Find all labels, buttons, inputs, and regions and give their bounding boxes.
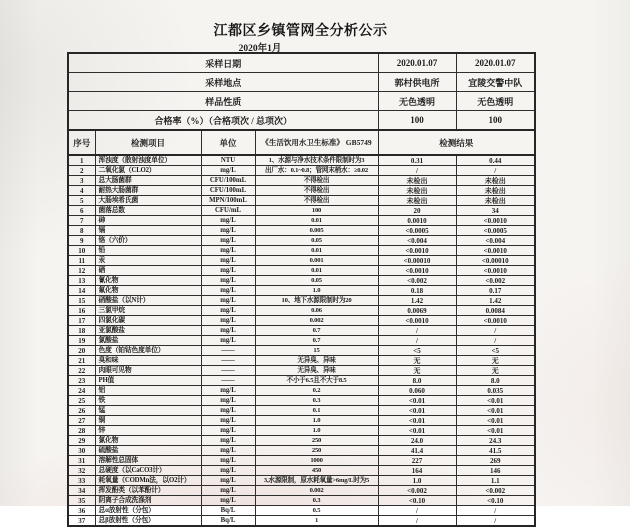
result-sample-2: <0.10 xyxy=(456,496,535,506)
result-sample-2: <0.01 xyxy=(456,416,535,426)
sample-info-section xyxy=(68,53,535,130)
result-sample-2: / xyxy=(456,336,535,346)
table-row xyxy=(68,386,535,396)
result-sample-1: 未检出 xyxy=(378,196,456,206)
row-index: 20 xyxy=(68,346,95,356)
row-index: 10 xyxy=(68,246,95,256)
table-row xyxy=(68,356,535,366)
table-row xyxy=(68,236,535,246)
result-sample-2: 0.17 xyxy=(456,286,535,296)
result-sample-1: 0.060 xyxy=(378,386,456,396)
item-name: 肉眼可见物 xyxy=(95,366,201,376)
result-sample-1: 20 xyxy=(378,206,456,216)
item-unit: mg/L xyxy=(201,226,255,236)
result-sample-2: <0.0010 xyxy=(456,216,535,226)
row-index: 32 xyxy=(68,466,95,476)
result-sample-2: 34 xyxy=(456,206,535,216)
item-unit: mg/L xyxy=(201,276,255,286)
item-unit: mg/L xyxy=(201,216,255,226)
item-unit: mg/L xyxy=(201,306,255,316)
result-sample-1: 1.42 xyxy=(378,296,456,306)
item-unit: —— xyxy=(201,356,255,366)
result-sample-2: 未检出 xyxy=(456,186,535,196)
result-sample-1: <0.002 xyxy=(378,276,456,286)
info-row xyxy=(68,111,535,131)
item-unit: —— xyxy=(201,366,255,376)
result-sample-2: <0.00010 xyxy=(456,256,535,266)
result-sample-1: 227 xyxy=(378,456,456,466)
item-unit: mg/L xyxy=(201,336,255,346)
standard-limit: 0.005 xyxy=(255,226,378,236)
item-name: 铁 xyxy=(95,396,201,406)
row-index: 21 xyxy=(68,356,95,366)
result-sample-1: / xyxy=(378,506,456,516)
table-row xyxy=(68,246,535,256)
standard-limit: 1.0 xyxy=(255,426,378,436)
item-unit: NTU xyxy=(201,155,255,166)
item-name: 浑浊度（散射浊度单位） xyxy=(95,155,201,166)
standard-limit: 不得检出 xyxy=(255,196,378,206)
row-index: 34 xyxy=(68,486,95,496)
item-unit: mg/L xyxy=(201,296,255,306)
col-header-standard: 《生活饮用水卫生标准》 GB5749 xyxy=(255,130,378,155)
table-row xyxy=(68,326,535,336)
result-sample-1: <0.01 xyxy=(378,426,456,436)
result-sample-1: / xyxy=(378,166,456,176)
result-sample-1: / xyxy=(378,326,456,336)
row-index: 37 xyxy=(68,516,95,527)
table-row xyxy=(68,416,535,426)
item-unit: MPN/100mL xyxy=(201,196,255,206)
item-unit: mg/L xyxy=(201,236,255,246)
row-index: 33 xyxy=(68,476,95,486)
item-unit: mg/L xyxy=(201,436,255,446)
standard-limit: 0.1 xyxy=(255,406,378,416)
standard-limit: 250 xyxy=(255,436,378,446)
item-name: 铝 xyxy=(95,386,201,396)
row-index: 4 xyxy=(68,186,95,196)
info-value: 宜陵交警中队 xyxy=(456,73,535,92)
item-unit: Bq/L xyxy=(201,516,255,527)
result-sample-2: 0.44 xyxy=(456,155,535,166)
info-value: 100 xyxy=(456,111,535,131)
info-value: 2020.01.07 xyxy=(456,53,535,73)
table-row xyxy=(68,336,535,346)
item-name: 硫酸盐 xyxy=(95,446,201,456)
table-row xyxy=(68,166,535,176)
standard-limit: 0.002 xyxy=(255,316,378,326)
page-title: 江都区乡镇管网全分析公示 xyxy=(213,24,388,39)
result-sample-2: <0.01 xyxy=(456,406,535,416)
standard-limit: 1.0 xyxy=(255,286,378,296)
table-row xyxy=(68,186,535,196)
item-name: 总β放射性（分包） xyxy=(95,516,201,527)
result-sample-2: 8.0 xyxy=(456,376,535,386)
info-row xyxy=(68,73,535,92)
row-index: 25 xyxy=(68,396,95,406)
item-name: 氟化物 xyxy=(95,286,201,296)
item-name: 亚氯酸盐 xyxy=(95,326,201,336)
standard-limit: 0.2 xyxy=(255,386,378,396)
result-sample-2: 269 xyxy=(456,456,535,466)
item-unit: mg/L xyxy=(201,316,255,326)
result-sample-1: <0.002 xyxy=(378,486,456,496)
item-unit: mg/L xyxy=(201,246,255,256)
result-sample-2: <0.01 xyxy=(456,426,535,436)
result-sample-2: 41.5 xyxy=(456,446,535,456)
standard-limit: 450 xyxy=(255,466,378,476)
info-row xyxy=(68,53,535,73)
info-label: 合格率（%）（合格项次 / 总项次） xyxy=(68,111,378,131)
result-sample-1: <5 xyxy=(378,346,456,356)
info-row xyxy=(68,92,535,111)
standard-limit: 0.01 xyxy=(255,246,378,256)
row-index: 31 xyxy=(68,456,95,466)
table-row xyxy=(68,306,535,316)
item-unit: mg/L xyxy=(201,326,255,336)
standard-limit: 0.7 xyxy=(255,336,378,346)
result-sample-1: <0.004 xyxy=(378,236,456,246)
result-sample-1: <0.0010 xyxy=(378,266,456,276)
item-name: 汞 xyxy=(95,256,201,266)
item-name: 氯化物 xyxy=(95,436,201,446)
result-sample-1: 164 xyxy=(378,466,456,476)
info-value: 2020.01.07 xyxy=(378,53,456,73)
item-name: 四氯化碳 xyxy=(95,316,201,326)
table-row xyxy=(68,446,535,456)
result-sample-1: / xyxy=(378,336,456,346)
standard-limit: 3,水源限制，原水耗氧量>6mg/L时为5 xyxy=(255,476,378,486)
row-index: 22 xyxy=(68,366,95,376)
row-index: 12 xyxy=(68,266,95,276)
result-sample-1: 41.4 xyxy=(378,446,456,456)
result-sample-1: 0.31 xyxy=(378,155,456,166)
result-sample-2: 1.1 xyxy=(456,476,535,486)
result-sample-2: <0.002 xyxy=(456,486,535,496)
row-index: 18 xyxy=(68,326,95,336)
result-sample-1: <0.01 xyxy=(378,406,456,416)
item-unit: mg/L xyxy=(201,396,255,406)
result-sample-1: 8.0 xyxy=(378,376,456,386)
item-name: 挥发酚类（以苯酚计） xyxy=(95,486,201,496)
result-sample-2: <0.0010 xyxy=(456,266,535,276)
standard-limit: 0.002 xyxy=(255,486,378,496)
table-row xyxy=(68,226,535,236)
standard-limit: 不小于6.5且不大于8.5 xyxy=(255,376,378,386)
row-index: 2 xyxy=(68,166,95,176)
column-header-section xyxy=(68,130,535,155)
water-quality-table xyxy=(67,52,536,527)
standard-limit: 出厂水：0.1~0.8；管网末梢水：≥0.02 xyxy=(255,166,378,176)
item-unit: mg/L xyxy=(201,266,255,276)
result-sample-2: 0.0084 xyxy=(456,306,535,316)
table-row xyxy=(68,506,535,516)
item-name: PH值 xyxy=(95,376,201,386)
col-header-index: 序号 xyxy=(68,130,95,155)
table-row xyxy=(68,196,535,206)
standard-limit: 0.3 xyxy=(255,396,378,406)
row-index: 26 xyxy=(68,406,95,416)
row-index: 15 xyxy=(68,296,95,306)
result-sample-1: / xyxy=(378,516,456,527)
standard-limit: 15 xyxy=(255,346,378,356)
results-section xyxy=(68,155,535,526)
item-unit: CFU/100mL xyxy=(201,176,255,186)
standard-limit: 100 xyxy=(255,206,378,216)
row-index: 3 xyxy=(68,176,95,186)
table-row xyxy=(68,266,535,276)
item-name: 镉 xyxy=(95,226,201,236)
standard-limit: 1、水源与净水技术条件限制时为3 xyxy=(255,155,378,166)
info-value: 郭村供电所 xyxy=(378,73,456,92)
table-row xyxy=(68,456,535,466)
row-index: 16 xyxy=(68,306,95,316)
item-unit: mg/L xyxy=(201,466,255,476)
result-sample-1: 0.0010 xyxy=(378,216,456,226)
standard-limit: 0.3 xyxy=(255,496,378,506)
table-row xyxy=(68,476,535,486)
row-index: 17 xyxy=(68,316,95,326)
item-name: 耗氧量（CODMn法，以O2计） xyxy=(95,476,201,486)
info-label: 样品性质 xyxy=(68,92,378,111)
col-header-item: 检测项目 xyxy=(95,130,201,155)
item-unit: mg/L xyxy=(201,486,255,496)
standard-limit: 0.05 xyxy=(255,236,378,246)
item-name: 二氧化氯（CLO2） xyxy=(95,166,201,176)
result-sample-1: <0.10 xyxy=(378,496,456,506)
item-unit: mg/L xyxy=(201,446,255,456)
result-sample-1: 0.0069 xyxy=(378,306,456,316)
table-row xyxy=(68,486,535,496)
item-unit: mg/L xyxy=(201,496,255,506)
item-name: 铜 xyxy=(95,416,201,426)
row-index: 5 xyxy=(68,196,95,206)
table-row xyxy=(68,376,535,386)
table-row xyxy=(68,296,535,306)
table-row xyxy=(68,216,535,226)
item-name: 三氯甲烷 xyxy=(95,306,201,316)
standard-limit: 0.05 xyxy=(255,276,378,286)
result-sample-1: <0.0010 xyxy=(378,246,456,256)
result-sample-1: <0.0010 xyxy=(378,316,456,326)
result-sample-2: <5 xyxy=(456,346,535,356)
table-row xyxy=(68,256,535,266)
row-index: 28 xyxy=(68,426,95,436)
item-name: 硝酸盐（以N计） xyxy=(95,296,201,306)
row-index: 8 xyxy=(68,226,95,236)
item-unit: mg/L xyxy=(201,286,255,296)
result-sample-2: 未检出 xyxy=(456,196,535,206)
row-index: 30 xyxy=(68,446,95,456)
row-index: 36 xyxy=(68,506,95,516)
column-header-row xyxy=(68,130,535,155)
result-sample-1: 24.0 xyxy=(378,436,456,446)
result-sample-1: <0.01 xyxy=(378,416,456,426)
result-sample-1: 未检出 xyxy=(378,176,456,186)
info-label: 采样地点 xyxy=(68,73,378,92)
standard-limit: 10、地下水源限制时为20 xyxy=(255,296,378,306)
item-name: 铬（六价） xyxy=(95,236,201,246)
standard-limit: 不得检出 xyxy=(255,176,378,186)
item-unit: —— xyxy=(201,376,255,386)
page-subtitle: 2020年1月 xyxy=(238,44,282,54)
table-row xyxy=(68,496,535,506)
result-sample-1: 1.0 xyxy=(378,476,456,486)
result-sample-2: 未检出 xyxy=(456,176,535,186)
standard-limit: 0.01 xyxy=(255,216,378,226)
standard-limit: 1000 xyxy=(255,456,378,466)
table-row xyxy=(68,516,535,527)
info-value: 无色透明 xyxy=(378,92,456,111)
row-index: 13 xyxy=(68,276,95,286)
table-row xyxy=(68,346,535,356)
item-name: 硒 xyxy=(95,266,201,276)
standard-limit: 无异臭、异味 xyxy=(255,366,378,376)
standard-limit: 1 xyxy=(255,516,378,527)
result-sample-2: 无 xyxy=(456,366,535,376)
col-header-unit: 单位 xyxy=(201,130,255,155)
row-index: 1 xyxy=(68,155,95,166)
item-name: 铅 xyxy=(95,246,201,256)
standard-limit: 0.5 xyxy=(255,506,378,516)
item-unit: mg/L xyxy=(201,386,255,396)
table-row xyxy=(68,176,535,186)
item-unit: mg/L xyxy=(201,256,255,266)
result-sample-1: 未检出 xyxy=(378,186,456,196)
item-unit: mg/L xyxy=(201,426,255,436)
row-index: 27 xyxy=(68,416,95,426)
item-unit: —— xyxy=(201,346,255,356)
item-unit: mg/L xyxy=(201,456,255,466)
row-index: 7 xyxy=(68,216,95,226)
result-sample-2: <0.004 xyxy=(456,236,535,246)
table-row xyxy=(68,276,535,286)
standard-limit: 0.7 xyxy=(255,326,378,336)
col-header-result: 检测结果 xyxy=(378,130,535,155)
item-unit: mg/L xyxy=(201,166,255,176)
table-row xyxy=(68,436,535,446)
result-sample-2: / xyxy=(456,516,535,527)
result-sample-1: <0.00010 xyxy=(378,256,456,266)
standard-limit: 0.01 xyxy=(255,266,378,276)
item-name: 氰化物 xyxy=(95,276,201,286)
item-name: 耐热大肠菌群 xyxy=(95,186,201,196)
result-sample-1: <0.01 xyxy=(378,396,456,406)
info-label: 采样日期 xyxy=(68,53,378,73)
row-index: 24 xyxy=(68,386,95,396)
info-value: 无色透明 xyxy=(456,92,535,111)
item-name: 总大肠菌群 xyxy=(95,176,201,186)
table-row xyxy=(68,366,535,376)
item-name: 砷 xyxy=(95,216,201,226)
item-name: 总硬度（以CaCO3计） xyxy=(95,466,201,476)
item-name: 阴离子合成洗涤剂 xyxy=(95,496,201,506)
table-row xyxy=(68,396,535,406)
row-index: 11 xyxy=(68,256,95,266)
table-row xyxy=(68,316,535,326)
result-sample-2: <0.01 xyxy=(456,396,535,406)
standard-limit: 无异臭、异味 xyxy=(255,356,378,366)
item-name: 菌落总数 xyxy=(95,206,201,216)
item-unit: CFU/100mL xyxy=(201,186,255,196)
result-sample-2: <0.0010 xyxy=(456,316,535,326)
result-sample-1: 0.18 xyxy=(378,286,456,296)
row-index: 19 xyxy=(68,336,95,346)
row-index: 9 xyxy=(68,236,95,246)
item-name: 氯酸盐 xyxy=(95,336,201,346)
item-name: 溶解性总固体 xyxy=(95,456,201,466)
row-index: 29 xyxy=(68,436,95,446)
item-name: 色度（铂钴色度单位） xyxy=(95,346,201,356)
item-unit: mg/L xyxy=(201,406,255,416)
row-index: 14 xyxy=(68,286,95,296)
result-sample-2: <0.0005 xyxy=(456,226,535,236)
result-sample-2: / xyxy=(456,326,535,336)
table-row xyxy=(68,466,535,476)
standard-limit: 0.06 xyxy=(255,306,378,316)
info-value: 100 xyxy=(378,111,456,131)
item-name: 锰 xyxy=(95,406,201,416)
item-unit: mg/L xyxy=(201,476,255,486)
item-name: 大肠埃希氏菌 xyxy=(95,196,201,206)
table-row xyxy=(68,155,535,166)
row-index: 6 xyxy=(68,206,95,216)
result-sample-2: <0.002 xyxy=(456,276,535,286)
result-sample-2: 24.3 xyxy=(456,436,535,446)
result-sample-2: 0.035 xyxy=(456,386,535,396)
result-sample-2: 1.42 xyxy=(456,296,535,306)
table-row xyxy=(68,426,535,436)
result-sample-2: 146 xyxy=(456,466,535,476)
result-sample-1: 无 xyxy=(378,366,456,376)
table-row xyxy=(68,286,535,296)
table-row xyxy=(68,406,535,416)
row-index: 35 xyxy=(68,496,95,506)
item-name: 锌 xyxy=(95,426,201,436)
item-unit: Bq/L xyxy=(201,506,255,516)
row-index: 23 xyxy=(68,376,95,386)
result-sample-2: 无 xyxy=(456,356,535,366)
item-unit: CFU/mL xyxy=(201,206,255,216)
result-sample-1: 无 xyxy=(378,356,456,366)
table-row xyxy=(68,206,535,216)
result-sample-2: / xyxy=(456,506,535,516)
result-sample-2: / xyxy=(456,166,535,176)
result-sample-2: <0.0010 xyxy=(456,246,535,256)
standard-limit: 250 xyxy=(255,446,378,456)
item-unit: mg/L xyxy=(201,416,255,426)
item-name: 臭和味 xyxy=(95,356,201,366)
standard-limit: 0.001 xyxy=(255,256,378,266)
standard-limit: 1.0 xyxy=(255,416,378,426)
item-name: 总α放射性（分包） xyxy=(95,506,201,516)
result-sample-1: <0.0005 xyxy=(378,226,456,236)
standard-limit: 不得检出 xyxy=(255,186,378,196)
